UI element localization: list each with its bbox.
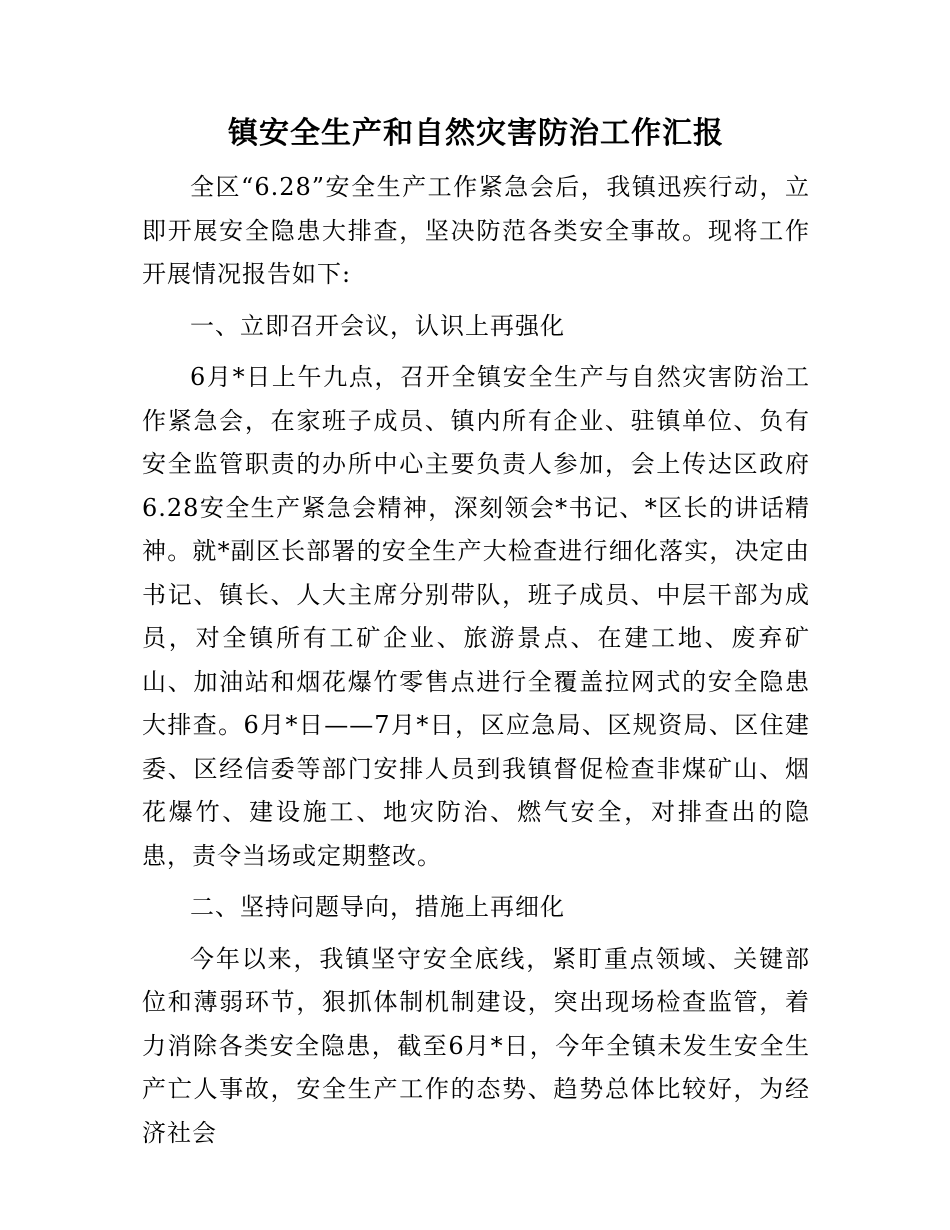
spacer	[142, 348, 810, 356]
intro-paragraph: 全区“6.28”安全生产工作紧急会后，我镇迅疾行动，立即开展安全隐患大排查，坚决防范各类安全事故。现将工作开展情况报告如下:	[142, 173, 810, 288]
section-1-heading: 一、立即召开会议，认识上再强化	[190, 311, 565, 340]
spacer	[142, 878, 810, 886]
document-page	[142, 110, 810, 1155]
section-2-heading: 二、坚持问题导向，措施上再细化	[190, 893, 565, 921]
section-1-paragraph: 6月*日上午九点，召开全镇安全生产与自然灾害防治工作紧急会，在家班子成员、镇内所有企业、驻镇单位、负有安全监管职责的办所中心主要负责人参加，会上传达区政府6.28安全生产紧急会精神，深刻领会*书记、*区长的讲话精神。就*副区长部署的安全生产大检查进行细化落实，决定由书记、镇长、人大主席分别带队，班子成员、中层干部为成员，对全镇所有工矿企业、旅游景点、在建工地、废弃矿山、加油站和烟花爆竹零售点进行全覆盖拉网式的安全隐患大排查。6月*日——7月*日，区应急局、区规资局、区住建委、区经信委等部门安排人员到我镇督促检查非煤矿山、烟花爆竹、建设施工、地灾防治、燃气安全，对排查出的隐患，责令当场或定期整改。	[142, 363, 810, 870]
title-spacer	[142, 158, 810, 166]
spacer	[142, 930, 810, 938]
spacer	[142, 297, 810, 305]
document-title: 镇安全生产和自然灾害防治工作汇报	[228, 116, 724, 151]
section-2-paragraph: 今年以来，我镇坚守安全底线，紧盯重点领域、关键部位和薄弱环节，狠抓体制机制建设，突出现场检查监管，着力消除各类安全隐患，截至6月*日，今年全镇未发生安全生产亡人事故，安全生产工作的态势、趋势总体比较好，为经济社会	[142, 944, 810, 1147]
